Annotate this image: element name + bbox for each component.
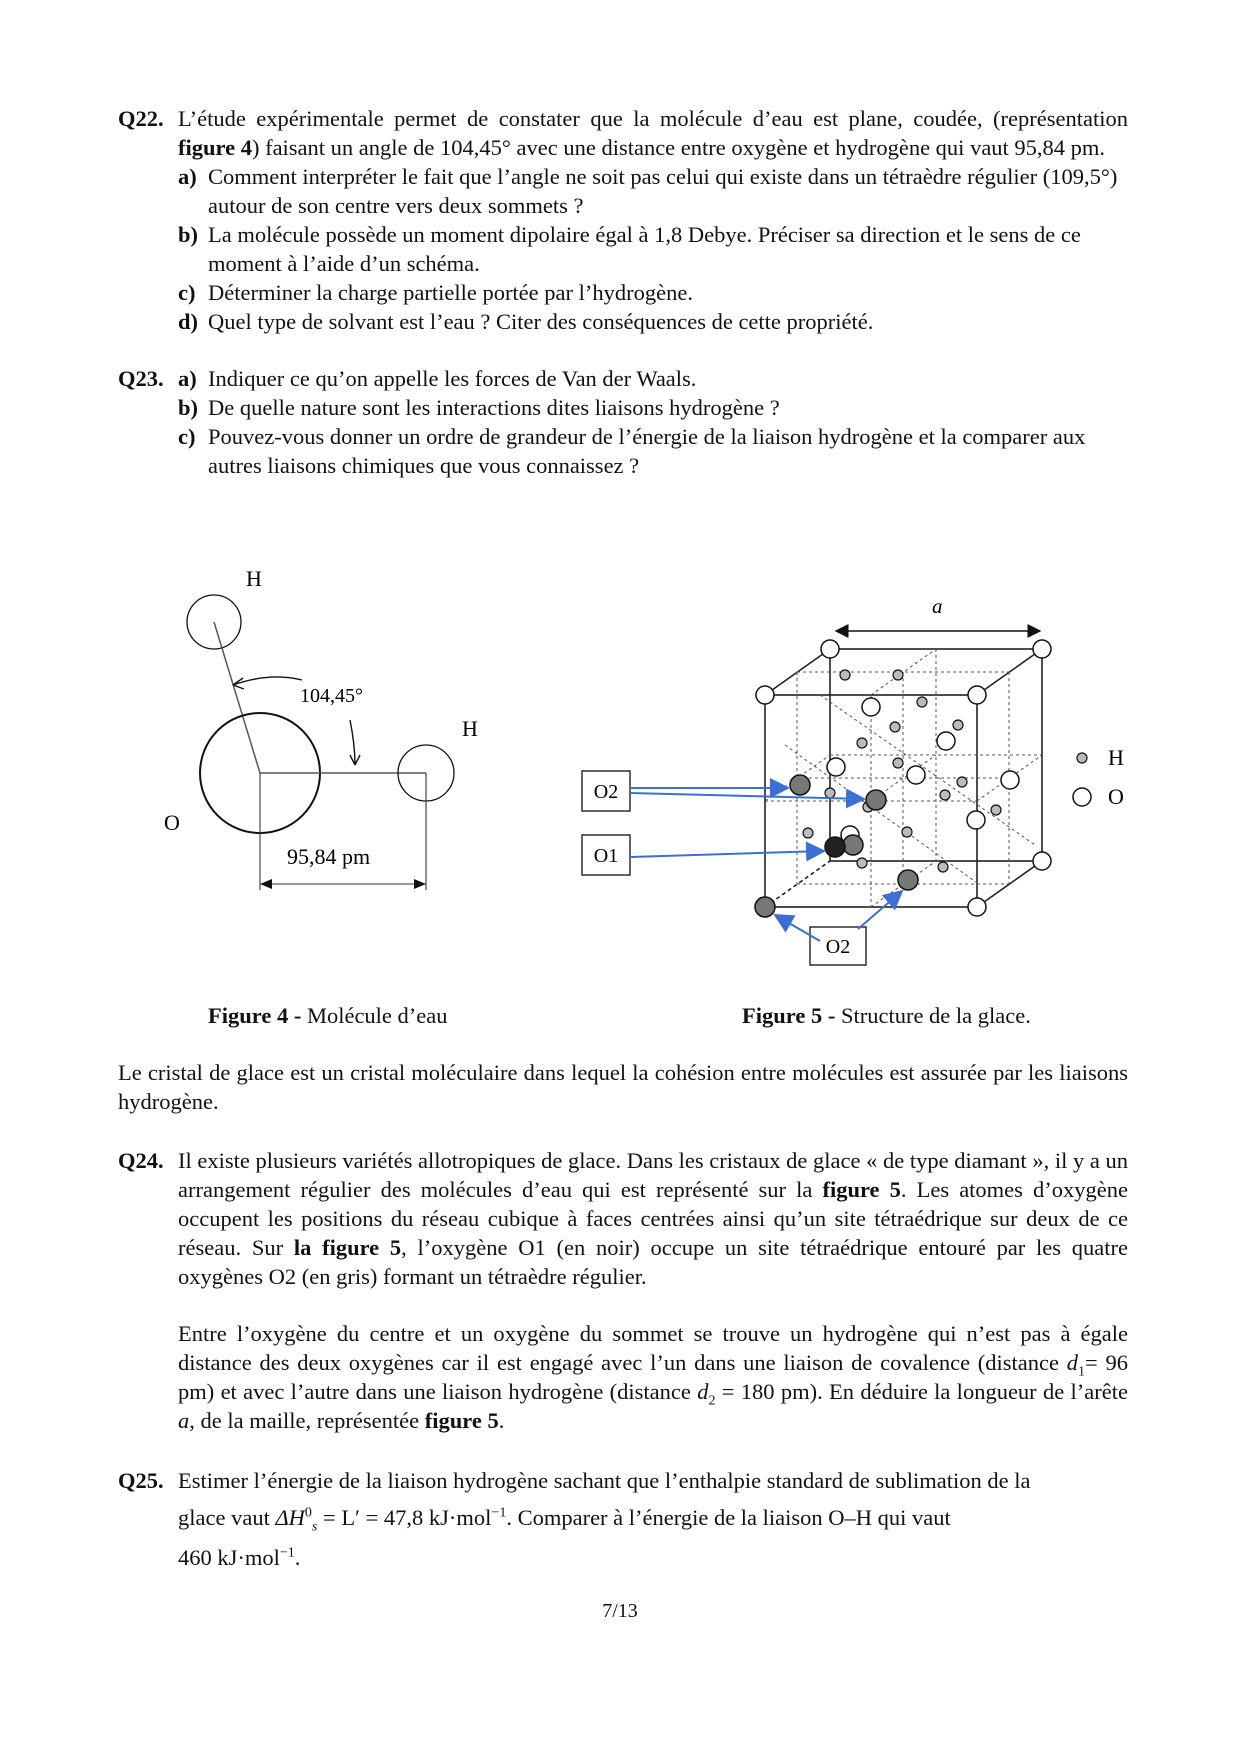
question-number: Q22. (118, 106, 164, 131)
question-number: Q23. (118, 366, 164, 391)
sub-question: c) Pouvez-vous donner un ordre de grandeur de l’énergie de la liaison hydrogène et la comparer aux autres liaisons chimiques que vous connaissez ? (178, 424, 1086, 478)
page-number: 7/13 (602, 1600, 638, 1622)
sub-question: a) Comment interpréter le fait que l’angle ne soit pas celui qui existe dans un tétraèdre régulier (109,5°) autour de son centre vers deux sommets ? (178, 164, 1118, 218)
ice-crystal-paragraph: Le cristal de glace est un cristal moléculaire dans lequel la cohésion entre molécules est assurée par les liaisons hydrogène. (118, 1060, 1128, 1114)
angle-arc-right (350, 720, 355, 765)
figure-reference: figure 4 (178, 135, 252, 160)
distance-label: 95,84 pm (287, 844, 371, 869)
question-24 (118, 1146, 1128, 1435)
o1-label: O1 (593, 845, 619, 867)
sub-question: d) Quel type de solvant est l’eau ? Citer des conséquences de cette propriété. (178, 309, 874, 334)
question-number: Q25. (118, 1468, 164, 1493)
sub-question: a) Indiquer ce qu’on appelle les forces de Van der Waals. (178, 366, 697, 391)
angle-label: 104,45° (300, 685, 363, 707)
oh-bond-top (214, 622, 260, 773)
o2-label-bottom: O2 (825, 936, 851, 958)
question-22 (118, 104, 1128, 336)
oxygen-o1-atom (825, 837, 845, 857)
ice-structure-figure (593, 594, 1160, 995)
question-intro: L’étude expérimentale permet de constater que la molécule d’eau est plane, coudée, (représentation figure 4) faisant un angle de 104,45° avec une distance entre oxygène et hydrogène qui vaut 95,84 pm. (178, 106, 1128, 160)
question-25 (118, 1466, 1128, 1575)
question-24-paragraph-2: Entre l’oxygène du centre et un oxygène du sommet se trouve un hydrogène qui n’est pas à égale distance des deux oxygènes car il est engagé avec l’un dans une liaison de covalence (distance $d_1= 96$ pm) et avec l’autre dans une liaison hydrogène (distance $d_2 = 180$ pm). En déduire la longueur de l’arête a, de la maille, représentée figure 5. (178, 1321, 1128, 1433)
hydrogen-label-right: H (462, 716, 478, 741)
o2-label-left: O2 (593, 781, 619, 803)
question-24-paragraph-1: Il existe plusieurs variétés allotropiques de glace. Dans les cristaux de glace « de type diamant », il y a un arrangement régulier des molécules d’eau qui est représenté sur la figure 5. Les atomes d’oxygène occupent les positions du réseau cubique à faces centrées ainsi qu’un site tétraédrique sur deux de ce réseau. Sur la figure 5, l’oxygène O1 (en noir) occupe un site tétraédrique entouré par les quatre oxygènes O2 (en gris) formant un tétraèdre régulier. (178, 1148, 1129, 1289)
water-molecule-figure (150, 560, 478, 900)
sub-question: b) La molécule possède un moment dipolaire égal à 1,8 Debye. Préciser sa direction et le sens de ce moment à l’aide d’un schéma. (178, 222, 1081, 276)
edge-length-label: a (932, 594, 943, 618)
sub-question: b) De quelle nature sont les interactions dites liaisons hydrogène ? (178, 395, 780, 420)
figure-4-caption: Figure 4 - Molécule d’eau (208, 1003, 448, 1028)
legend-hydrogen-marker (1077, 753, 1087, 763)
sub-question: c) Déterminer la charge partielle portée par l’hydrogène. (178, 280, 693, 305)
figure-5-caption: Figure 5 - Structure de la glace. (742, 1003, 1031, 1028)
question-23 (118, 364, 1128, 480)
angle-arc-left (233, 677, 302, 685)
question-25-text: Estimer l’énergie de la liaison hydrogène sachant que l’enthalpie standard de sublimation de la glace vaut $\Delta H^0_s = L' = 47,8$ kJ·mol$^{-1}$. Comparer à l’énergie de la liaison O–H qui vaut 460 kJ·mol$^{-1}$. (178, 1468, 1031, 1570)
oxygen-label: O (164, 810, 180, 835)
legend-hydrogen-label: H (1108, 745, 1124, 770)
hydrogen-label-top: H (246, 566, 262, 591)
legend-oxygen-label: O (1108, 784, 1124, 809)
question-number: Q24. (118, 1148, 164, 1173)
legend-oxygen-marker (1073, 788, 1091, 806)
